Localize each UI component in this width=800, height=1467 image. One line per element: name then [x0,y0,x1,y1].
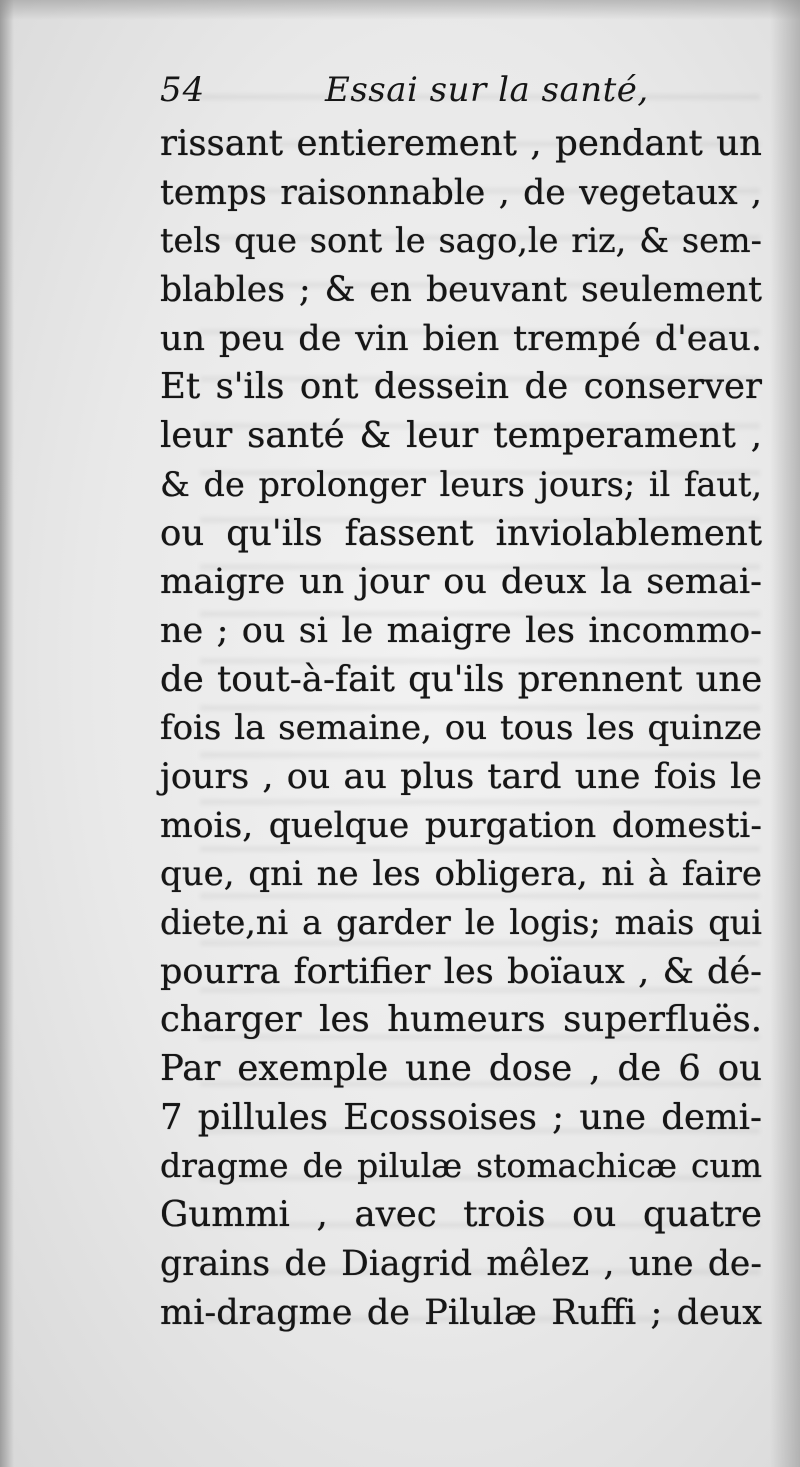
text-line: diete,ni a garder le logis; mais qui [160,903,762,942]
text-line: leur santé & leur temperament , [160,415,762,457]
text-line: pourra fortifier les boïaux , & dé- [160,951,762,992]
text-line: grains de Diagrid mêlez , une de- [160,1243,762,1284]
text-line: & de prolonger leurs jours; il faut, [160,464,762,504]
text-line: mi-dragme de Pilulæ Ruffi ; deux [160,1292,762,1333]
text-line: ou qu'ils fassent inviolablement [160,512,762,554]
page-edge-shadow [770,0,800,1467]
page-number: 54 [160,70,206,110]
text-line: rissant entierement , pendant un [160,123,762,164]
text-line: temps raisonnable , de vegetaux , [160,172,762,213]
text-line: Et s'ils ont dessein de conserver [160,366,762,408]
page-header [160,70,760,110]
text-line: jours , ou au plus tard une fois le [160,756,762,797]
text-line: mois, quelque purgation domesti- [160,805,762,846]
text-line: Par exemple une dose , de 6 ou [160,1048,762,1090]
page-gutter-shadow [0,0,14,1467]
text-line: Gummi , avec trois ou quatre [160,1194,762,1236]
text-line: tels que sont le sago,le riz, & sem- [160,221,762,261]
text-line: de tout-à-fait qu'ils prennent une [160,658,763,700]
text-line: maigre un jour ou deux la semai- [160,562,762,603]
text-line: un peu de vin bien trempé d'eau. [160,318,762,359]
text-line: charger les humeurs superfluës. [160,999,762,1041]
text-line: 7 pillules Ecossoises ; une demi- [160,1096,762,1138]
running-head: Essai sur la santé, [325,70,649,110]
text-line: blables ; & en beuvant seulement [160,270,762,311]
text-line: dragme de pilulæ stomachicæ cum [160,1146,762,1186]
text-line: ne ; ou si le maigre les incommo- [160,610,762,651]
body-text [160,120,762,1337]
text-line: que, qni ne les obligera, ni à faire [160,854,762,895]
text-line: fois la semaine, ou tous les quinze [160,708,762,749]
page-top-shadow [0,0,800,20]
